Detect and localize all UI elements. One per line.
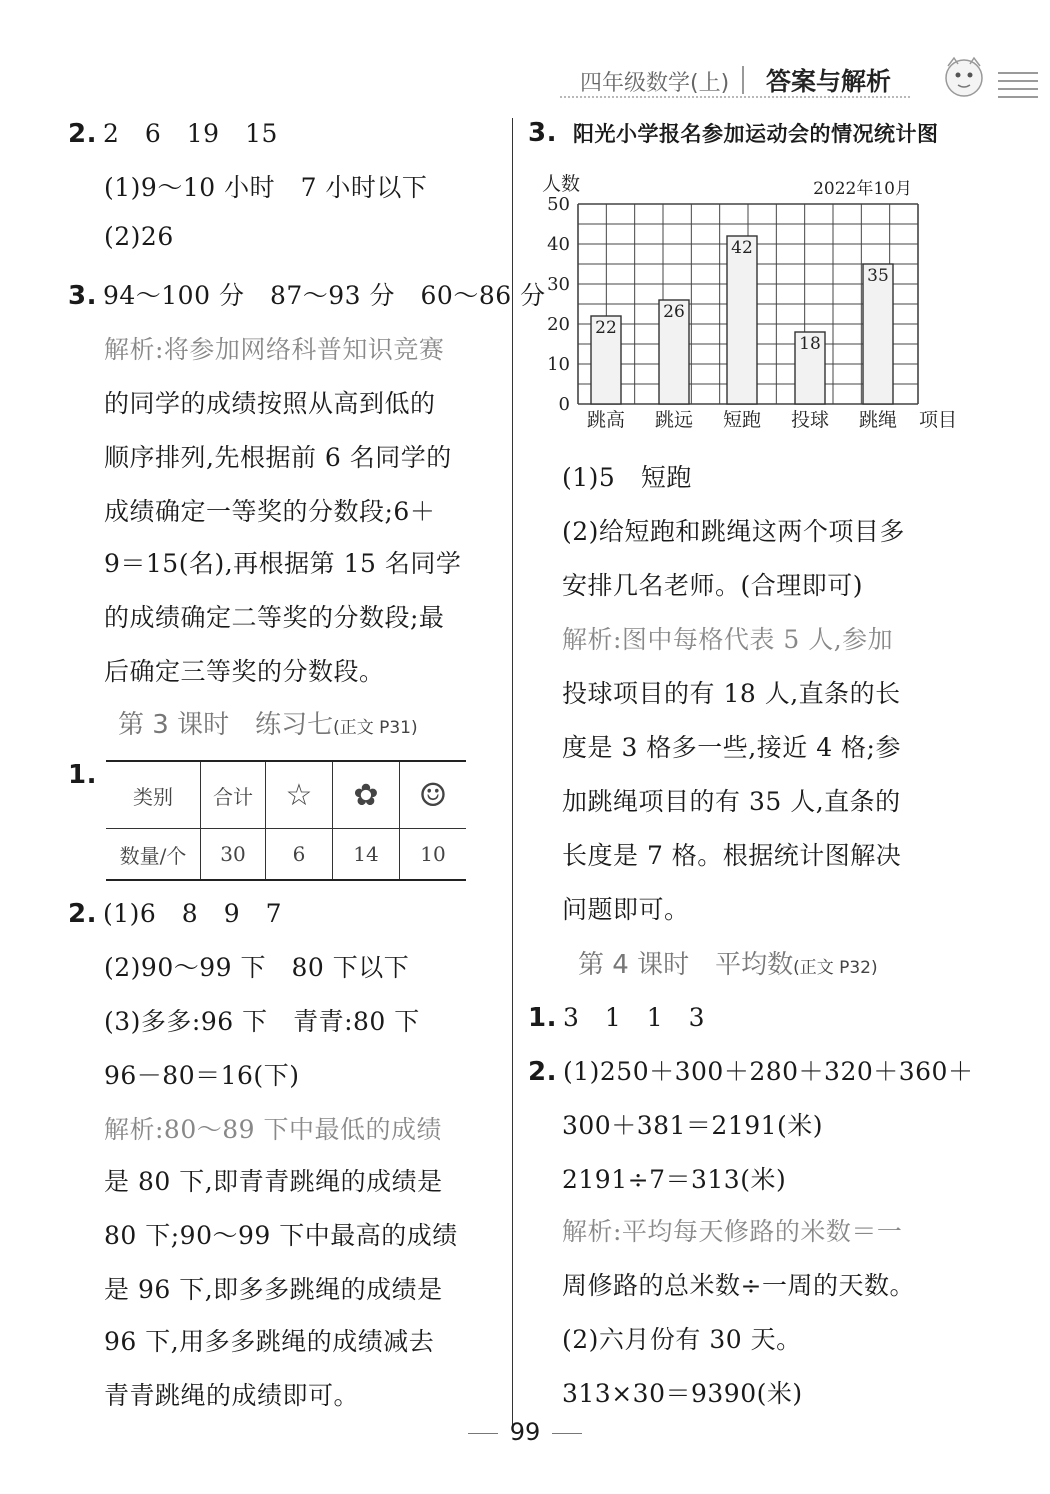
header-decor-lines	[998, 72, 1038, 104]
answer-2d-line: 2191÷7＝313(米)	[562, 1165, 787, 1194]
section-heading-4: 第 4 课时 平均数(正文 P32)	[578, 950, 878, 980]
analysis-2b-line: 青青跳绳的成绩即可。	[104, 1381, 360, 1410]
analysis-3c-line: 度是 3 格多一些,接近 4 格;参	[562, 733, 901, 762]
column-divider	[512, 118, 513, 1428]
answer-1b: 1.	[68, 760, 97, 790]
answer-1d: 1. 3 1 1 3	[528, 1003, 706, 1033]
footer-dash	[552, 1433, 582, 1434]
answer-2d-line: 300＋381＝2191(米)	[562, 1111, 824, 1140]
page-header	[560, 62, 1030, 112]
answer-2d: 2. (1)250＋300＋280＋320＋360＋	[528, 1057, 974, 1087]
answer-2d-line: (2)六月份有 30 天。	[562, 1325, 802, 1354]
chart-x-tick-label: 投球	[790, 409, 830, 431]
chart-y-tick-label: 0	[558, 394, 570, 415]
answer-2a-1: (1)9～10 小时 7 小时以下	[104, 173, 428, 202]
table-header-cell: 合计	[201, 761, 266, 829]
chart-x-tick-label: 短跑	[722, 409, 762, 431]
chart-x-tick-label: 跳绳	[858, 409, 898, 431]
analysis-3c-line: 长度是 7 格。根据统计图解决	[562, 841, 902, 870]
analysis-3c-line: 加跳绳项目的有 35 人,直条的	[562, 787, 901, 816]
analysis-3a-line: 的成绩确定二等奖的分数段;最	[104, 603, 445, 632]
section-heading-3: 第 3 课时 练习七(正文 P31)	[118, 710, 418, 740]
chart-data-label: 42	[731, 238, 753, 258]
chart-y-tick-label: 40	[547, 234, 570, 255]
chart-y-tick-label: 10	[547, 354, 570, 375]
flower-icon: ✿	[333, 761, 400, 829]
answer-3c: 3. 阳光小学报名参加运动会的情况统计图	[528, 118, 939, 148]
analysis-2d-line: 周修路的总米数÷一周的天数。	[562, 1271, 915, 1300]
chart-data-label: 22	[595, 318, 617, 338]
page-footer	[0, 1418, 1050, 1446]
analysis-3a-line: 后确定三等奖的分数段。	[104, 657, 385, 686]
answer-2a: 2. 2 6 19 15	[68, 119, 278, 149]
footer-dash	[468, 1433, 498, 1434]
table-cell: 30	[201, 829, 266, 881]
chart-x-tick-label: 跳高	[586, 409, 626, 431]
answer-2a-2: (2)26	[104, 222, 174, 251]
chart-y-axis-label: 人数	[542, 173, 581, 195]
answer-2b-line: (2)90～99 下 80 下以下	[104, 953, 410, 982]
chart-x-axis-label: 项目	[918, 409, 958, 431]
chart-y-ticks	[547, 194, 570, 415]
analysis-3a-line: 顺序排列,先根据前 6 名同学的	[104, 443, 452, 472]
header-title: 答案与解析	[766, 67, 892, 96]
answer-2b-line: (3)多多:96 下 青青:80 下	[104, 1007, 420, 1036]
table-cell: 10	[400, 829, 467, 881]
chart-data-label: 35	[867, 266, 889, 286]
page-number: 99	[509, 1418, 541, 1446]
chart-x-ticks	[587, 409, 897, 431]
answer-3c-line: (2)给短跑和跳绳这两个项目多	[562, 517, 905, 546]
answer-2b-line: 96－80＝16(下)	[104, 1061, 300, 1090]
star-icon: ☆	[266, 761, 333, 829]
analysis-3a-line: 成绩确定一等奖的分数段;6＋	[104, 497, 436, 526]
answer-2d-line: 313×30＝9390(米)	[562, 1379, 803, 1408]
chart-bar	[727, 236, 757, 404]
smiley-icon: ☺	[400, 761, 467, 829]
table-header-cell: 类别	[106, 761, 201, 829]
analysis-2b-line: 96 下,用多多跳绳的成绩减去	[104, 1327, 435, 1356]
analysis-2b-line: 解析:80～89 下中最低的成绩	[104, 1115, 442, 1144]
answer-3c-line: (1)5 短跑	[562, 463, 692, 492]
chart-data-label: 18	[799, 334, 821, 354]
answer-2b: 2. (1)6 8 9 7	[68, 899, 283, 929]
count-table	[106, 760, 466, 881]
header-divider	[742, 66, 744, 94]
chart-date-label: 2022年10月	[813, 179, 912, 199]
mascot-icon	[934, 48, 994, 108]
header-subtitle: 四年级数学(上)	[580, 71, 730, 96]
analysis-3c-line: 解析:图中每格代表 5 人,参加	[562, 625, 894, 654]
analysis-2b-line: 是 80 下,即青青跳绳的成绩是	[104, 1167, 443, 1196]
analysis-2b-line: 是 96 下,即多多跳绳的成绩是	[104, 1275, 443, 1304]
chart-x-tick-label: 跳远	[654, 409, 694, 431]
analysis-3a-line: 9＝15(名),再根据第 15 名同学	[104, 549, 462, 578]
chart-y-tick-label: 20	[547, 314, 570, 335]
table-cell: 6	[266, 829, 333, 881]
analysis-2b-line: 80 下;90～99 下中最高的成绩	[104, 1221, 458, 1250]
chart-bars	[591, 236, 893, 404]
table-cell: 14	[333, 829, 400, 881]
table-row-label: 数量/个	[106, 829, 201, 881]
analysis-3a-line: 解析:将参加网络科普知识竞赛	[104, 335, 445, 364]
answer-3a: 3. 94～100 分 87～93 分 60～86 分	[68, 281, 546, 311]
bar-chart	[536, 160, 976, 440]
analysis-3c-line: 问题即可。	[562, 895, 690, 924]
analysis-3c-line: 投球项目的有 18 人,直条的长	[562, 679, 901, 708]
chart-y-tick-label: 50	[547, 194, 570, 215]
answer-3c-line: 安排几名老师。(合理即可)	[562, 571, 864, 600]
analysis-3a-line: 的同学的成绩按照从高到低的	[104, 389, 436, 418]
analysis-2d-line: 解析:平均每天修路的米数＝一	[562, 1217, 903, 1246]
chart-y-tick-label: 30	[547, 274, 570, 295]
chart-data-label: 26	[663, 302, 685, 322]
